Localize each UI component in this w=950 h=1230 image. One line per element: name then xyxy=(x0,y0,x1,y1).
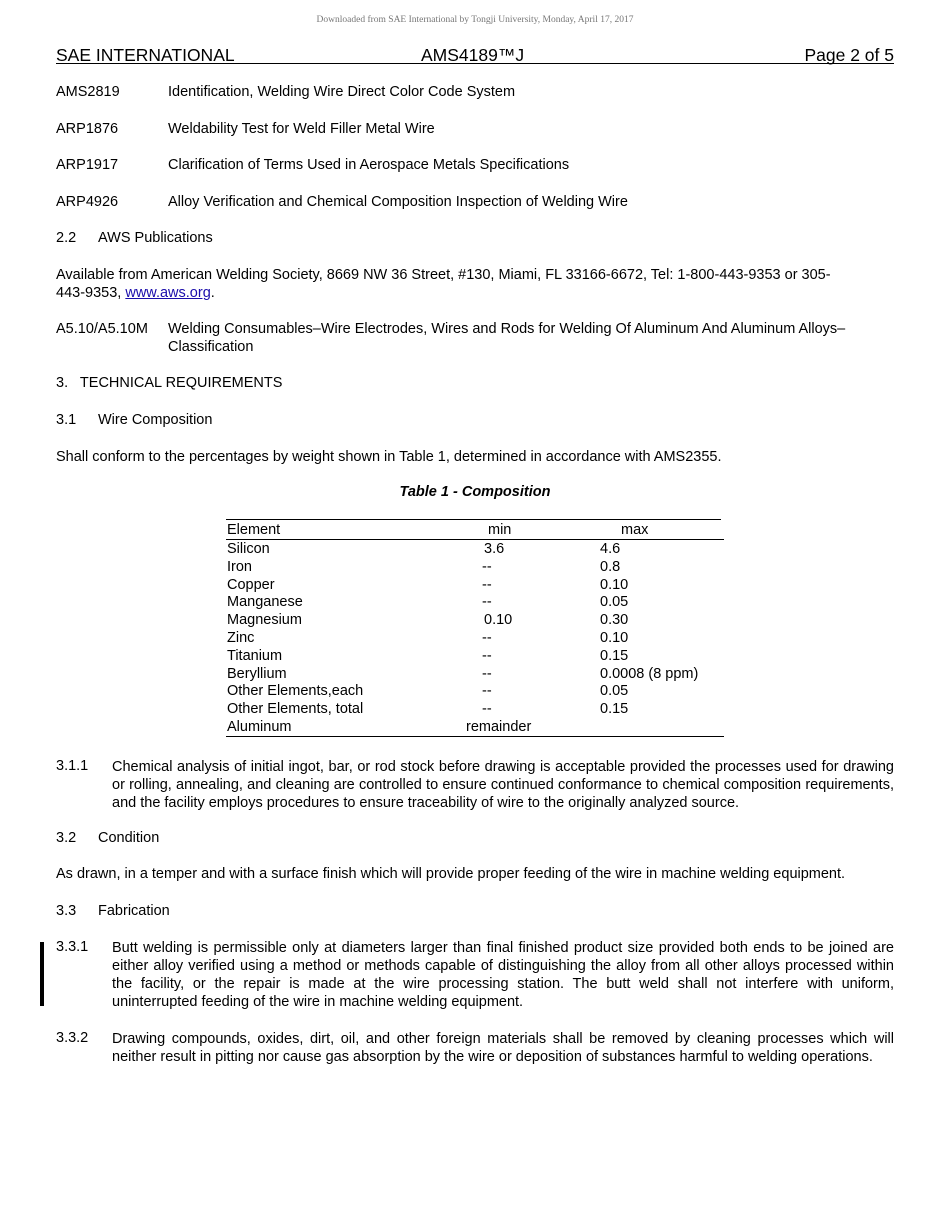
table-cell-element: Other Elements,each xyxy=(227,683,364,700)
table-top-rule xyxy=(226,519,721,520)
table-cell-element: Titanium xyxy=(227,647,283,664)
header-rule xyxy=(56,63,894,64)
section-title: Wire Composition xyxy=(98,412,213,428)
section-number: 3.1.1 xyxy=(56,758,89,774)
section-heading: 3. TECHNICAL REQUIREMENTS xyxy=(56,375,283,391)
ref-title: Identification, Welding Wire Direct Color Code System xyxy=(168,84,516,100)
ref-code: ARP1917 xyxy=(56,157,119,173)
table-cell-element: Other Elements, total xyxy=(227,701,364,718)
table-cell-max: 4.6 xyxy=(600,541,621,557)
table-cell-min: 3.6 xyxy=(484,541,505,557)
table-cell-element: Copper xyxy=(227,576,275,593)
table-cell-min: -- xyxy=(482,630,492,646)
aws-availability-line2: 443-9353, www.aws.org. xyxy=(56,285,215,301)
section-title: AWS Publications xyxy=(98,230,213,246)
table-cell-min: remainder xyxy=(466,719,532,735)
table-cell-min: -- xyxy=(482,576,492,593)
table-cell-max: 0.0008 (8 ppm) xyxy=(600,665,699,682)
section-number: 3.3.2 xyxy=(56,1030,89,1046)
table-cell-max: 0.30 xyxy=(600,612,629,629)
table-cell-min: -- xyxy=(482,594,492,611)
table-cell-min: -- xyxy=(482,558,492,575)
table-cell-max: 0.05 xyxy=(600,683,629,700)
ref-code: ARP4926 xyxy=(56,194,119,210)
table-cell-min: -- xyxy=(482,647,492,664)
ref-code: ARP1876 xyxy=(56,121,119,137)
table-cell-element: Beryllium xyxy=(227,665,287,682)
paragraph: Chemical analysis of initial ingot, bar, or rod stock before drawing is acceptable provided the processes used for drawing or rolling, annealing, and cleaning are controlled to ensure continued conformance to chemical composition requirements, and the facility employs procedures to ensure traceability of wire to the originally analyzed source. xyxy=(112,759,894,811)
ref-title-line1: Welding Consumables–Wire Electrodes, Wires and Rods for Welding Of Aluminum And Aluminum Alloys– xyxy=(168,321,846,337)
ref-title: Clarification of Terms Used in Aerospace Metals Specifications xyxy=(168,157,570,173)
table-cell-max: 0.15 xyxy=(600,701,629,718)
section-number: 2.2 xyxy=(56,230,77,246)
table-cell-min: -- xyxy=(482,665,492,682)
ref-title-line2: Classification xyxy=(168,339,254,355)
section-number: 3.2 xyxy=(56,830,77,846)
table-cell-element: Zinc xyxy=(227,630,255,646)
ref-code: A5.10/A5.10M xyxy=(56,321,148,337)
table-cell-max: 0.10 xyxy=(600,576,629,593)
section-title: Condition xyxy=(98,830,160,846)
table-cell-element: Silicon xyxy=(227,541,270,557)
aws-availability-line1: Available from American Welding Society, 8669 NW 36 Street, #130, Miami, FL 33166-6672, Tel: 1-800-443-9353 or 305- xyxy=(56,267,831,283)
table-cell-element: Aluminum xyxy=(227,719,292,735)
header-page-number: Page 2 of 5 xyxy=(804,45,894,65)
ref-title: Weldability Test for Weld Filler Metal Wire xyxy=(168,121,435,137)
section-number: 3.3 xyxy=(56,903,77,919)
table-cell-min: 0.10 xyxy=(484,612,513,629)
aws-website-link[interactable]: www.aws.org xyxy=(125,285,211,301)
table-cell-max: 0.8 xyxy=(600,558,621,575)
revision-change-bar xyxy=(40,942,44,1006)
ref-code: AMS2819 xyxy=(56,84,120,100)
header-doc-number: AMS4189™J xyxy=(421,45,525,65)
paragraph: Shall conform to the percentages by weight shown in Table 1, determined in accordance with AMS2355. xyxy=(56,449,722,465)
table-cell-max: 0.15 xyxy=(600,647,629,664)
table-cell-element: Magnesium xyxy=(227,612,302,629)
section-title: Fabrication xyxy=(98,903,170,919)
table-cell-min: -- xyxy=(482,683,492,700)
table-header-max: max xyxy=(621,522,649,538)
table-caption: Table 1 - Composition xyxy=(399,484,551,500)
table-cell-max: 0.05 xyxy=(600,594,629,611)
ref-title: Alloy Verification and Chemical Composition Inspection of Welding Wire xyxy=(168,194,628,210)
section-number: 3.3.1 xyxy=(56,939,89,955)
table-cell-min: -- xyxy=(482,701,492,718)
paragraph: As drawn, in a temper and with a surface finish which will provide proper feeding of the wire in machine welding equipment. xyxy=(56,866,846,882)
section-number: 3.1 xyxy=(56,412,77,428)
paragraph: Butt welding is permissible only at diameters larger than final finished product size provided both ends to be joined are either alloy verified using a method or methods capable of distinguishing the alloy from all other alloys processed within the facility, or the repair is made at the wire processing station. The butt weld shall not interfere with uniform, uninterrupted feeding of the wire in machine welding equipment. xyxy=(112,940,894,1010)
table-header-element: Element xyxy=(227,522,281,538)
table-bottom-rule xyxy=(226,736,724,737)
table-cell-element: Iron xyxy=(227,558,252,575)
table-cell-max: 0.10 xyxy=(600,630,629,646)
table-cell-element: Manganese xyxy=(227,594,303,611)
paragraph: Drawing compounds, oxides, dirt, oil, and other foreign materials shall be removed by cleaning processes which will neither result in pitting nor cause gas absorption by the wire or deposition of substances harmful to welding operations. xyxy=(112,1031,894,1065)
download-watermark: Downloaded from SAE International by Tongji University, Monday, April 17, 2017 xyxy=(316,15,634,25)
table-header-rule xyxy=(226,539,724,540)
table-header-min: min xyxy=(488,522,512,538)
header-org: SAE INTERNATIONAL xyxy=(56,45,235,65)
